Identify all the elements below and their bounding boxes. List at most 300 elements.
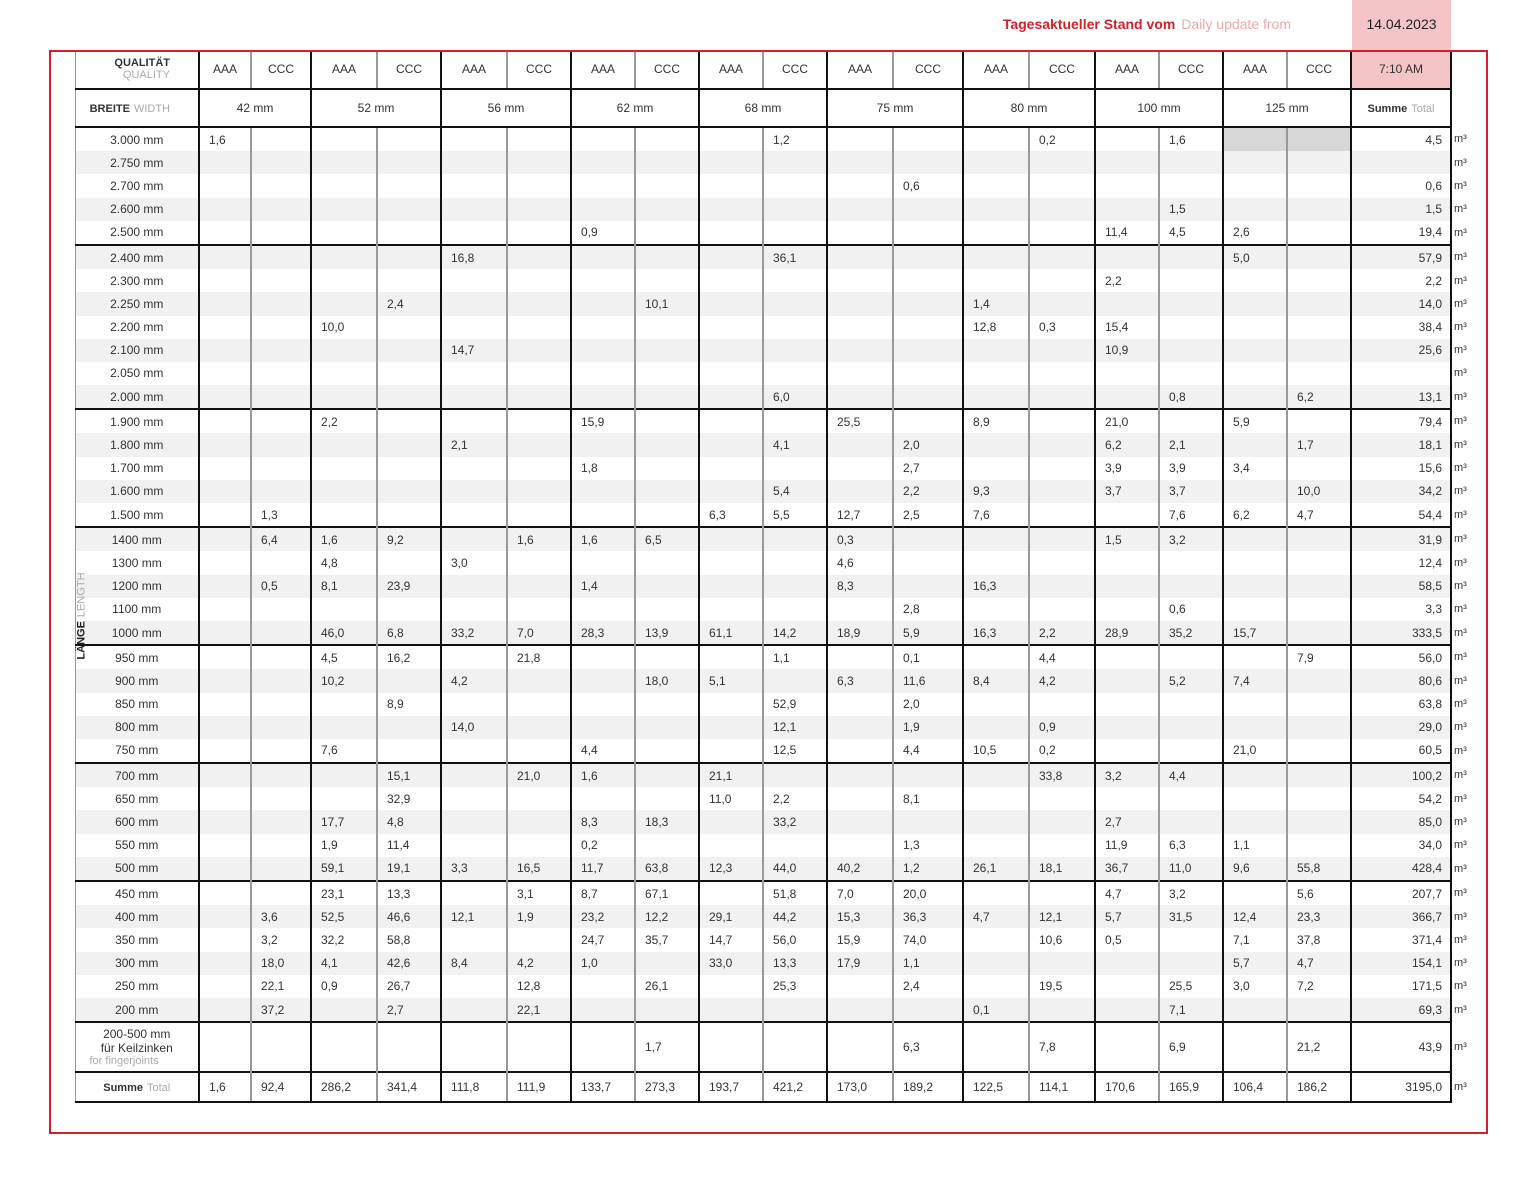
value-cell xyxy=(251,433,311,456)
value-cell xyxy=(251,174,311,197)
value-cell xyxy=(507,385,571,409)
value-cell xyxy=(635,952,699,975)
value-cell xyxy=(1287,245,1351,269)
value-cell xyxy=(1029,810,1095,833)
value-cell: 6,3 xyxy=(699,503,763,527)
value-cell xyxy=(699,1022,763,1072)
value-cell xyxy=(1095,952,1159,975)
value-cell xyxy=(893,575,963,598)
value-cell xyxy=(311,480,377,503)
value-cell xyxy=(199,763,251,787)
value-cell xyxy=(963,174,1029,197)
value-cell: 0,1 xyxy=(893,645,963,669)
value-cell: 40,2 xyxy=(827,857,893,881)
column-total: 186,2 xyxy=(1287,1072,1351,1102)
value-cell: 7,0 xyxy=(507,621,571,645)
table-row xyxy=(50,834,1488,857)
value-cell xyxy=(1287,998,1351,1022)
value-cell xyxy=(827,975,893,998)
value-cell: 26,1 xyxy=(963,857,1029,881)
value-cell xyxy=(763,1022,827,1072)
value-cell xyxy=(1029,881,1095,905)
value-cell: 3,2 xyxy=(1159,881,1223,905)
value-cell xyxy=(377,339,441,362)
table-row xyxy=(50,409,1488,433)
value-cell xyxy=(963,339,1029,362)
value-cell xyxy=(1029,480,1095,503)
value-cell xyxy=(571,551,635,574)
value-cell xyxy=(251,669,311,692)
value-cell xyxy=(507,739,571,763)
value-cell xyxy=(199,716,251,739)
table-row xyxy=(50,810,1488,833)
value-cell: 16,8 xyxy=(441,245,507,269)
value-cell xyxy=(251,645,311,669)
value-cell: 11,6 xyxy=(893,669,963,692)
row-total xyxy=(1351,151,1451,174)
row-total: 3,3 xyxy=(1351,598,1451,621)
value-cell xyxy=(507,928,571,951)
side-spacer xyxy=(50,669,75,692)
value-cell: 8,1 xyxy=(311,575,377,598)
value-cell xyxy=(251,221,311,245)
value-cell xyxy=(763,527,827,551)
value-cell xyxy=(571,998,635,1022)
table-row xyxy=(50,174,1488,197)
value-cell xyxy=(827,433,893,456)
unit-label: m³ xyxy=(1451,857,1488,881)
value-cell xyxy=(377,316,441,339)
value-cell xyxy=(1287,316,1351,339)
value-cell xyxy=(1223,339,1287,362)
unit-label: m³ xyxy=(1451,645,1488,669)
value-cell xyxy=(699,198,763,221)
value-cell xyxy=(1159,716,1223,739)
value-cell xyxy=(199,810,251,833)
value-cell xyxy=(635,339,699,362)
value-cell: 21,0 xyxy=(507,763,571,787)
value-cell xyxy=(1223,575,1287,598)
value-cell xyxy=(1029,503,1095,527)
value-cell: 4,2 xyxy=(1029,669,1095,692)
value-cell xyxy=(635,480,699,503)
value-cell xyxy=(251,269,311,292)
row-total: 428,4 xyxy=(1351,857,1451,881)
unit-label: m³ xyxy=(1451,1022,1488,1072)
value-cell xyxy=(763,151,827,174)
value-cell xyxy=(699,457,763,480)
value-cell xyxy=(1287,598,1351,621)
value-cell: 12,1 xyxy=(1029,905,1095,928)
row-total: 333,5 xyxy=(1351,621,1451,645)
value-cell xyxy=(441,269,507,292)
row-total: 12,4 xyxy=(1351,551,1451,574)
side-spacer xyxy=(50,127,75,151)
value-cell xyxy=(507,480,571,503)
value-cell: 11,0 xyxy=(699,787,763,810)
value-cell xyxy=(763,221,827,245)
value-cell: 8,4 xyxy=(963,669,1029,692)
value-cell: 22,1 xyxy=(251,975,311,998)
table-row xyxy=(50,385,1488,409)
value-cell xyxy=(251,1022,311,1072)
value-cell: 0,9 xyxy=(571,221,635,245)
value-cell: 4,7 xyxy=(963,905,1029,928)
value-cell: 1,3 xyxy=(893,834,963,857)
value-cell xyxy=(827,292,893,315)
value-cell xyxy=(571,269,635,292)
value-cell xyxy=(251,362,311,385)
value-cell: 1,2 xyxy=(893,857,963,881)
value-cell: 19,1 xyxy=(377,857,441,881)
value-cell: 3,6 xyxy=(251,905,311,928)
value-cell xyxy=(699,221,763,245)
value-cell xyxy=(893,551,963,574)
value-cell xyxy=(507,316,571,339)
column-total: 165,9 xyxy=(1159,1072,1223,1102)
value-cell xyxy=(377,269,441,292)
value-cell xyxy=(507,598,571,621)
value-cell: 44,2 xyxy=(763,905,827,928)
value-cell xyxy=(827,221,893,245)
update-label-de: Tagesaktueller Stand vom xyxy=(1002,16,1176,32)
value-cell: 0,5 xyxy=(1095,928,1159,951)
length-cell: 1400 mm xyxy=(75,527,199,551)
header-bar xyxy=(0,0,1536,50)
value-cell xyxy=(311,716,377,739)
value-cell: 1,6 xyxy=(1159,127,1223,151)
value-cell xyxy=(1287,174,1351,197)
value-cell xyxy=(1223,645,1287,669)
value-cell: 2,8 xyxy=(893,598,963,621)
value-cell xyxy=(311,292,377,315)
value-cell xyxy=(199,881,251,905)
value-cell: 58,8 xyxy=(377,928,441,951)
value-cell: 7,9 xyxy=(1287,645,1351,669)
value-cell xyxy=(1159,575,1223,598)
value-cell xyxy=(507,362,571,385)
value-cell: 8,9 xyxy=(377,693,441,716)
value-cell: 1,6 xyxy=(571,527,635,551)
value-cell xyxy=(1095,245,1159,269)
row-total: 38,4 xyxy=(1351,316,1451,339)
value-cell xyxy=(507,810,571,833)
value-cell xyxy=(1223,198,1287,221)
value-cell: 2,0 xyxy=(893,433,963,456)
value-cell xyxy=(1029,527,1095,551)
value-cell xyxy=(827,739,893,763)
value-cell xyxy=(763,834,827,857)
value-cell: 4,4 xyxy=(893,739,963,763)
value-cell xyxy=(199,598,251,621)
value-cell xyxy=(963,433,1029,456)
value-cell xyxy=(199,480,251,503)
totals-row xyxy=(50,1072,1488,1102)
row-total: 29,0 xyxy=(1351,716,1451,739)
value-cell xyxy=(1159,693,1223,716)
value-cell xyxy=(1223,316,1287,339)
value-cell: 3,0 xyxy=(1223,975,1287,998)
value-cell xyxy=(635,787,699,810)
value-cell xyxy=(199,952,251,975)
value-cell xyxy=(635,316,699,339)
value-cell xyxy=(199,292,251,315)
length-cell: 850 mm xyxy=(75,693,199,716)
value-cell: 15,3 xyxy=(827,905,893,928)
value-cell: 1,5 xyxy=(1095,527,1159,551)
value-cell xyxy=(441,1022,507,1072)
value-cell xyxy=(199,739,251,763)
value-cell xyxy=(763,198,827,221)
value-cell xyxy=(441,221,507,245)
value-cell: 9,6 xyxy=(1223,857,1287,881)
value-cell: 3,3 xyxy=(441,857,507,881)
value-cell: 63,8 xyxy=(635,857,699,881)
unit-label: m³ xyxy=(1451,339,1488,362)
table-row xyxy=(50,645,1488,669)
value-cell xyxy=(963,881,1029,905)
length-cell: 200 mm xyxy=(75,998,199,1022)
length-cell: 350 mm xyxy=(75,928,199,951)
value-cell: 2,2 xyxy=(1095,269,1159,292)
unit-label: m³ xyxy=(1451,527,1488,551)
value-cell xyxy=(311,151,377,174)
width-header-row xyxy=(50,89,1488,127)
value-cell xyxy=(311,127,377,151)
value-cell xyxy=(1095,174,1159,197)
value-cell xyxy=(1223,269,1287,292)
value-cell: 18,0 xyxy=(635,669,699,692)
value-cell: 1,8 xyxy=(571,457,635,480)
value-cell xyxy=(311,174,377,197)
value-cell: 33,2 xyxy=(763,810,827,833)
value-cell xyxy=(699,480,763,503)
value-cell xyxy=(199,621,251,645)
value-cell xyxy=(199,269,251,292)
value-cell: 2,2 xyxy=(763,787,827,810)
value-cell xyxy=(1287,551,1351,574)
value-cell xyxy=(1223,151,1287,174)
value-cell: 9,3 xyxy=(963,480,1029,503)
value-cell: 4,7 xyxy=(1095,881,1159,905)
width-header: 125 mm xyxy=(1223,89,1351,127)
value-cell xyxy=(699,998,763,1022)
row-total: 54,4 xyxy=(1351,503,1451,527)
value-cell: 6,5 xyxy=(635,527,699,551)
value-cell: 10,0 xyxy=(1287,480,1351,503)
column-total: 189,2 xyxy=(893,1072,963,1102)
value-cell xyxy=(763,575,827,598)
value-cell: 18,3 xyxy=(635,810,699,833)
value-cell xyxy=(507,834,571,857)
length-cell: 600 mm xyxy=(75,810,199,833)
unit-label: m³ xyxy=(1451,503,1488,527)
width-label-en: WIDTH xyxy=(133,103,170,115)
value-cell: 46,6 xyxy=(377,905,441,928)
value-cell xyxy=(311,339,377,362)
value-cell xyxy=(963,716,1029,739)
value-cell xyxy=(507,292,571,315)
side-spacer xyxy=(50,810,75,833)
side-spacer xyxy=(50,575,75,598)
table-row xyxy=(50,480,1488,503)
value-cell xyxy=(699,645,763,669)
value-cell: 16,2 xyxy=(377,645,441,669)
value-cell xyxy=(377,1022,441,1072)
grade-header: CCC xyxy=(893,50,963,89)
value-cell: 4,2 xyxy=(507,952,571,975)
value-cell xyxy=(963,127,1029,151)
value-cell: 4,8 xyxy=(377,810,441,833)
value-cell xyxy=(763,457,827,480)
value-cell xyxy=(763,669,827,692)
value-cell xyxy=(1223,527,1287,551)
value-cell xyxy=(507,174,571,197)
value-cell xyxy=(635,716,699,739)
value-cell xyxy=(571,362,635,385)
value-cell: 6,2 xyxy=(1287,385,1351,409)
table-row xyxy=(50,527,1488,551)
value-cell xyxy=(441,127,507,151)
value-cell xyxy=(1095,385,1159,409)
value-cell xyxy=(1287,575,1351,598)
value-cell xyxy=(827,362,893,385)
value-cell xyxy=(963,151,1029,174)
unit-label: m³ xyxy=(1451,433,1488,456)
value-cell: 4,5 xyxy=(1159,221,1223,245)
value-cell xyxy=(963,362,1029,385)
value-cell: 15,9 xyxy=(827,928,893,951)
value-cell: 12,7 xyxy=(827,503,893,527)
width-header: 68 mm xyxy=(699,89,827,127)
value-cell xyxy=(963,598,1029,621)
row-total: 13,1 xyxy=(1351,385,1451,409)
value-cell xyxy=(441,598,507,621)
value-cell xyxy=(1287,834,1351,857)
value-cell xyxy=(827,339,893,362)
value-cell xyxy=(635,834,699,857)
value-cell xyxy=(1029,174,1095,197)
value-cell xyxy=(507,409,571,433)
value-cell: 12,8 xyxy=(963,316,1029,339)
value-cell xyxy=(507,127,571,151)
value-cell: 14,2 xyxy=(763,621,827,645)
value-cell xyxy=(699,409,763,433)
value-cell xyxy=(251,621,311,645)
value-cell: 67,1 xyxy=(635,881,699,905)
unit-label: m³ xyxy=(1451,998,1488,1022)
value-cell xyxy=(441,575,507,598)
value-cell: 23,3 xyxy=(1287,905,1351,928)
value-cell xyxy=(1223,693,1287,716)
value-cell: 15,9 xyxy=(571,409,635,433)
grade-header: AAA xyxy=(571,50,635,89)
value-cell: 74,0 xyxy=(893,928,963,951)
value-cell xyxy=(893,221,963,245)
width-header: 100 mm xyxy=(1095,89,1223,127)
grade-header: CCC xyxy=(635,50,699,89)
value-cell: 5,9 xyxy=(1223,409,1287,433)
length-cell: 550 mm xyxy=(75,834,199,857)
value-cell: 23,9 xyxy=(377,575,441,598)
value-cell: 24,7 xyxy=(571,928,635,951)
value-cell xyxy=(199,362,251,385)
value-cell: 0,3 xyxy=(1029,316,1095,339)
value-cell xyxy=(441,503,507,527)
value-cell: 5,0 xyxy=(1223,245,1287,269)
value-cell xyxy=(507,269,571,292)
value-cell: 33,8 xyxy=(1029,763,1095,787)
value-cell: 1,5 xyxy=(1159,198,1223,221)
value-cell: 7,2 xyxy=(1287,975,1351,998)
value-cell xyxy=(441,362,507,385)
value-cell: 61,1 xyxy=(699,621,763,645)
value-cell: 4,5 xyxy=(311,645,377,669)
value-cell xyxy=(199,645,251,669)
unit-label: m³ xyxy=(1451,198,1488,221)
value-cell: 12,4 xyxy=(1223,905,1287,928)
row-total: 54,2 xyxy=(1351,787,1451,810)
value-cell xyxy=(893,385,963,409)
value-cell xyxy=(199,928,251,951)
value-cell xyxy=(635,457,699,480)
row-total: 371,4 xyxy=(1351,928,1451,951)
value-cell xyxy=(699,716,763,739)
length-cell: 1100 mm xyxy=(75,598,199,621)
table-row xyxy=(50,433,1488,456)
value-cell xyxy=(311,433,377,456)
length-cell: 1.600 mm xyxy=(75,480,199,503)
value-cell xyxy=(1095,739,1159,763)
value-cell xyxy=(1095,1022,1159,1072)
value-cell xyxy=(311,362,377,385)
grade-header: AAA xyxy=(1223,50,1287,89)
value-cell: 22,1 xyxy=(507,998,571,1022)
table-row xyxy=(50,221,1488,245)
value-cell xyxy=(963,269,1029,292)
column-total: 273,3 xyxy=(635,1072,699,1102)
value-cell xyxy=(827,1022,893,1072)
grade-header: AAA xyxy=(441,50,507,89)
unit-label: m³ xyxy=(1451,975,1488,998)
value-cell xyxy=(1159,787,1223,810)
width-header: 75 mm xyxy=(827,89,963,127)
value-cell: 42,6 xyxy=(377,952,441,975)
value-cell xyxy=(571,787,635,810)
value-cell: 12,1 xyxy=(763,716,827,739)
column-total: 111,8 xyxy=(441,1072,507,1102)
value-cell xyxy=(827,457,893,480)
value-cell xyxy=(507,503,571,527)
value-cell: 0,8 xyxy=(1159,385,1223,409)
value-cell xyxy=(1029,551,1095,574)
value-cell xyxy=(507,221,571,245)
value-cell xyxy=(199,174,251,197)
value-cell xyxy=(763,551,827,574)
value-cell xyxy=(507,198,571,221)
value-cell: 12,5 xyxy=(763,739,827,763)
value-cell xyxy=(1287,763,1351,787)
grade-header: AAA xyxy=(199,50,251,89)
side-spacer xyxy=(50,50,75,89)
totals-label-en: Total xyxy=(147,1082,171,1095)
value-cell: 1,9 xyxy=(311,834,377,857)
value-cell xyxy=(827,316,893,339)
value-cell xyxy=(251,763,311,787)
value-cell xyxy=(441,385,507,409)
value-cell: 14,7 xyxy=(699,928,763,951)
value-cell: 8,9 xyxy=(963,409,1029,433)
